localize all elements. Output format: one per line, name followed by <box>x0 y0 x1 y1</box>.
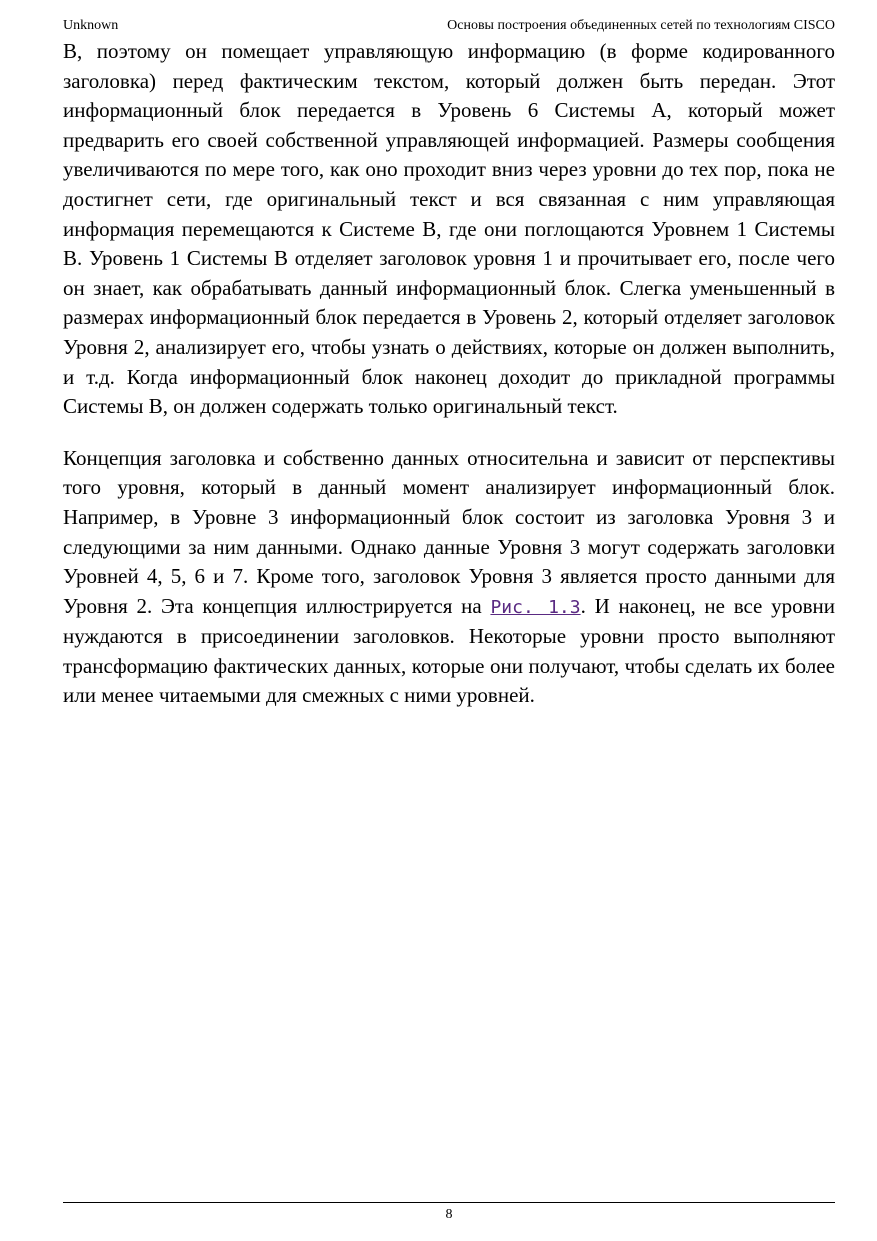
paragraph-2-text-start: Концепция заголовка и собственно данных относительна и зависит от перспективы того уровня, который в данный момент анализирует информационный блок. Например, в Уровне 3 информационный блок состоит из заголовка Уровня 3 и следующими за ним данными. Однако данные Уровня 3 могут содержать заголовки Уровней 4, 5, 6 и 7. Кроме того, заголовок Уровня 3 является просто данными для Уровня 2. Эта концепция иллюстрируется на <box>63 445 835 618</box>
figure-link[interactable]: Рис. 1.3 <box>490 596 581 618</box>
header-author: Unknown <box>63 18 119 33</box>
paragraph-1: В, поэтому он помещает управляющую информацию (в форме кодированного заголовка) перед фактическим текстом, который должен быть передан. Этот информационный блок передается в Уровень 6 Системы А, который может предварить его своей собственной управляющей информацией. Размеры сообщения увеличиваются по мере того, как оно проходит вниз через уровни до тех пор, пока не достигнет сети, где оригинальный текст и вся связанная с ним управляющая информация перемещаются к Системе В, где они поглощаются Уровнем 1 Системы В. Уровень 1 Системы В отделяет заголовок уровня 1 и прочитывает его, после чего он знает, как обрабатывать данный информационный блок. Слегка уменьшенный в размерах информационный блок передается в Уровень 2, который отделяет заголовок Уровня 2, анализирует его, чтобы узнать о действиях, которые он должен выполнить, и т.д. Когда информационный блок наконец доходит до прикладной программы Системы В, он должен содержать только оригинальный текст. <box>63 39 835 419</box>
document-page <box>63 0 835 1241</box>
footer-divider <box>63 1202 835 1203</box>
paragraph-2 <box>63 444 835 711</box>
running-header <box>63 17 835 35</box>
paragraph-2-text-end: . И наконец, не все уровни нуждаются в присоединении заголовков. Некоторые уровни просто выполняют трансформацию фактических данных, которые они получают, чтобы сделать их более или менее читаемыми для смежных с ними уровней. <box>63 593 835 708</box>
body-text <box>63 37 835 711</box>
page-number: 8 <box>445 1207 453 1222</box>
header-book-title: Основы построения объединенных сетей по технологиям CISCO <box>447 18 835 33</box>
